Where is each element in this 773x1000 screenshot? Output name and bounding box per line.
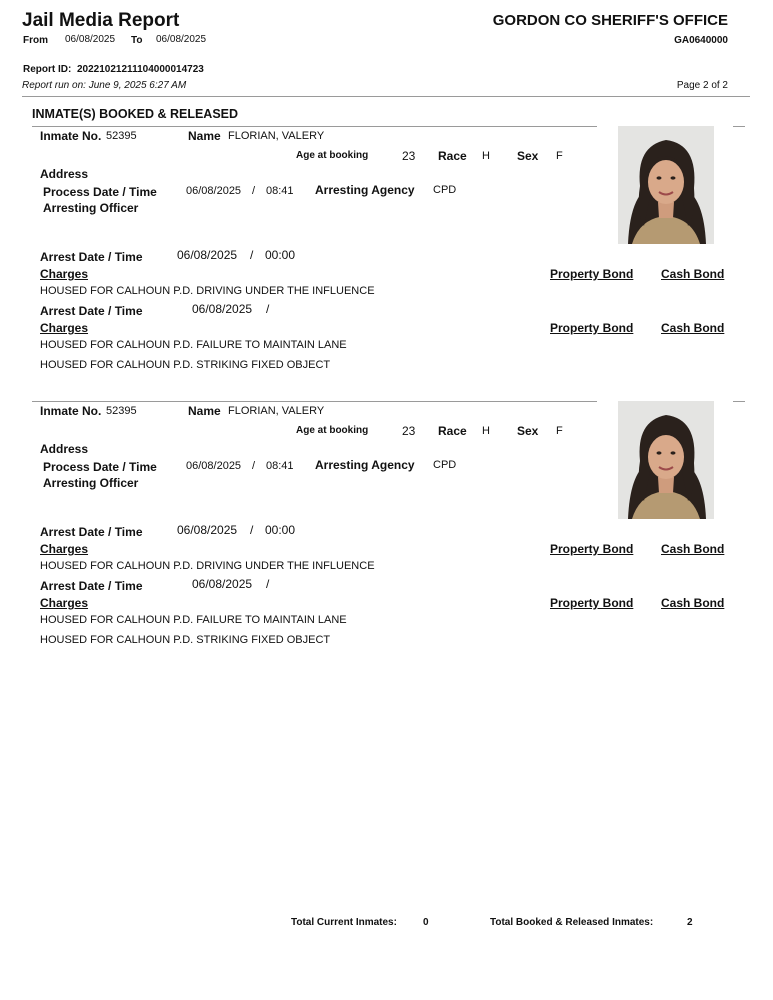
inmate-no-label: Inmate No. — [40, 404, 102, 418]
arrest-date: 06/08/2025 — [177, 523, 238, 537]
process-date: 06/08/2025 — [186, 460, 242, 472]
arresting-agency-label: Arresting Agency — [315, 458, 415, 472]
from-date: 06/08/2025 — [65, 34, 116, 45]
age-label: Age at booking — [296, 150, 369, 161]
address-label: Address — [40, 442, 89, 456]
sex-label: Sex — [517, 149, 539, 163]
arrest-separator: / — [266, 302, 270, 316]
to-date: 06/08/2025 — [156, 34, 207, 45]
arresting-agency: CPD — [433, 459, 457, 471]
record-divider-end — [733, 401, 745, 402]
process-time: 08:41 — [266, 185, 294, 197]
arrest-date: 06/08/2025 — [192, 577, 253, 591]
cash-bond-label: Cash Bond — [661, 321, 725, 335]
inmate-no: 52395 — [106, 405, 137, 417]
inmate-record — [0, 126, 773, 401]
charge-text: HOUSED FOR CALHOUN P.D. STRIKING FIXED OBJECT — [40, 634, 331, 646]
inmate-photo — [618, 401, 714, 519]
report-run-on: Report run on: June 9, 2025 6:27 AM — [22, 80, 187, 91]
to-label: To — [131, 35, 143, 46]
record-divider — [32, 401, 597, 402]
charge-text: HOUSED FOR CALHOUN P.D. FAILURE TO MAINTAIN LANE — [40, 339, 347, 351]
inmate-no: 52395 — [106, 130, 137, 142]
property-bond-label: Property Bond — [550, 321, 634, 335]
cash-bond-label: Cash Bond — [661, 542, 725, 556]
process-separator: / — [252, 460, 256, 472]
race-value: H — [482, 150, 490, 162]
charges-label: Charges — [40, 596, 89, 610]
charge-text: HOUSED FOR CALHOUN P.D. DRIVING UNDER THE INFLUENCE — [40, 285, 375, 297]
charges-label: Charges — [40, 267, 89, 281]
page-number: Page 2 of 2 — [676, 80, 728, 91]
record-divider — [32, 126, 597, 127]
race-label: Race — [438, 424, 467, 438]
age-label: Age at booking — [296, 425, 369, 436]
arrest-separator: / — [250, 248, 254, 262]
sex-value: F — [556, 150, 563, 162]
arrest-date: 06/08/2025 — [177, 248, 238, 262]
inmate-photo — [618, 126, 714, 244]
age-value: 23 — [402, 149, 416, 163]
arrest-date-label: Arrest Date / Time — [40, 525, 143, 539]
arrest-date-label: Arrest Date / Time — [40, 250, 143, 264]
arrest-date-label: Arrest Date / Time — [40, 579, 143, 593]
arrest-date: 06/08/2025 — [192, 302, 253, 316]
race-value: H — [482, 425, 490, 437]
name-label: Name — [188, 129, 221, 143]
process-separator: / — [252, 185, 256, 197]
total-current-label: Total Current Inmates: — [291, 917, 397, 928]
arrest-time: 00:00 — [265, 248, 296, 262]
inmate-name: FLORIAN, VALERY — [228, 130, 325, 142]
total-current-value: 0 — [423, 917, 429, 928]
sex-value: F — [556, 425, 563, 437]
arresting-agency-label: Arresting Agency — [315, 183, 415, 197]
arrest-date-label: Arrest Date / Time — [40, 304, 143, 318]
arresting-officer-label: Arresting Officer — [43, 201, 139, 215]
charge-text: HOUSED FOR CALHOUN P.D. FAILURE TO MAINTAIN LANE — [40, 614, 347, 626]
from-label: From — [23, 35, 48, 46]
record-divider-end — [733, 126, 745, 127]
property-bond-label: Property Bond — [550, 267, 634, 281]
total-booked-released-label: Total Booked & Released Inmates: — [490, 917, 654, 928]
process-date: 06/08/2025 — [186, 185, 242, 197]
inmate-record — [0, 401, 773, 676]
arrest-time: 00:00 — [265, 523, 296, 537]
arrest-separator: / — [250, 523, 254, 537]
report-id: 20221021211104000014723 — [77, 64, 204, 75]
charges-label: Charges — [40, 542, 89, 556]
arresting-agency: CPD — [433, 184, 457, 196]
arrest-separator: / — [266, 577, 270, 591]
name-label: Name — [188, 404, 221, 418]
agency-name: GORDON CO SHERIFF'S OFFICE — [492, 12, 728, 29]
inmate-photo-icon — [618, 126, 714, 244]
header-divider — [22, 96, 750, 97]
race-label: Race — [438, 149, 467, 163]
inmate-photo-icon — [618, 401, 714, 519]
sex-label: Sex — [517, 424, 539, 438]
arresting-officer-label: Arresting Officer — [43, 476, 139, 490]
section-title: INMATE(S) BOOKED & RELEASED — [32, 107, 239, 121]
charge-text: HOUSED FOR CALHOUN P.D. STRIKING FIXED OBJECT — [40, 359, 331, 371]
process-time: 08:41 — [266, 460, 294, 472]
agency-code: GA0640000 — [674, 35, 728, 46]
report-id-label: Report ID: — [23, 64, 72, 75]
property-bond-label: Property Bond — [550, 596, 634, 610]
inmate-no-label: Inmate No. — [40, 129, 102, 143]
age-value: 23 — [402, 424, 416, 438]
address-label: Address — [40, 167, 89, 181]
cash-bond-label: Cash Bond — [661, 267, 725, 281]
charges-label: Charges — [40, 321, 89, 335]
inmate-name: FLORIAN, VALERY — [228, 405, 325, 417]
charge-text: HOUSED FOR CALHOUN P.D. DRIVING UNDER THE INFLUENCE — [40, 560, 375, 572]
cash-bond-label: Cash Bond — [661, 596, 725, 610]
process-date-label: Process Date / Time — [43, 185, 157, 199]
total-booked-released-value: 2 — [687, 917, 693, 928]
property-bond-label: Property Bond — [550, 542, 634, 556]
report-title: Jail Media Report — [22, 10, 180, 31]
process-date-label: Process Date / Time — [43, 460, 157, 474]
